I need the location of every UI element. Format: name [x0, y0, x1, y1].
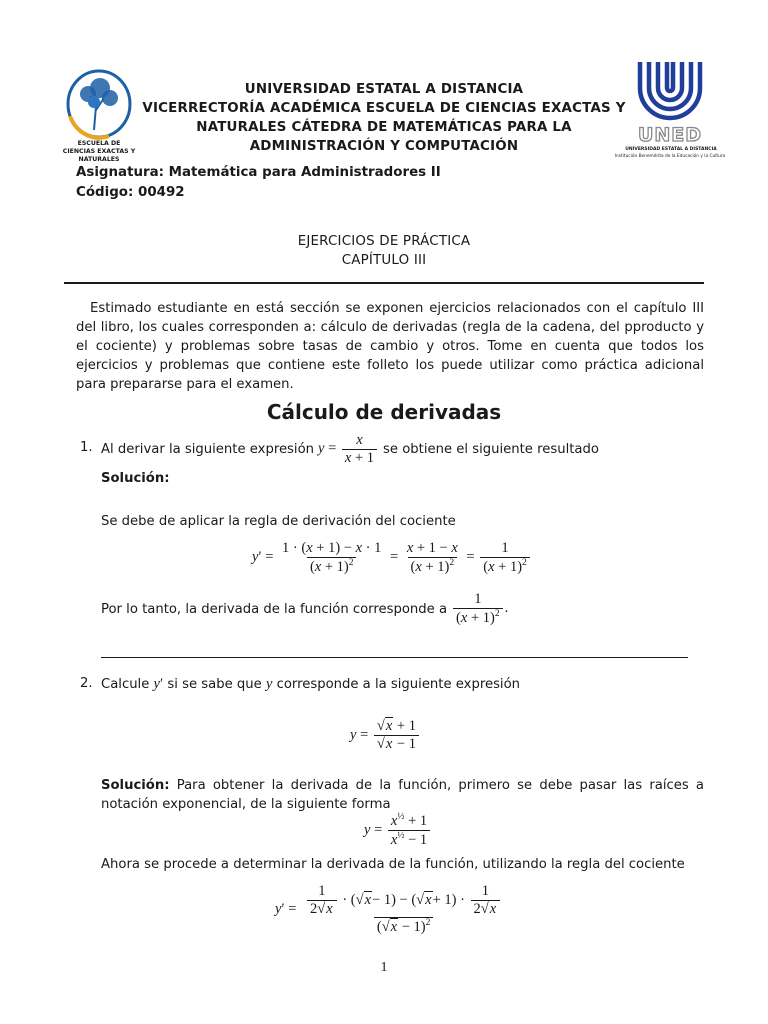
ex1-expr: y = $\frac{x}{x + 1}$: [318, 432, 379, 466]
uned-logo-text: UNED: [637, 124, 703, 146]
ex2-prompt: Calcule y′ si se sabe que y corresponde a la siguiente expresión: [101, 676, 521, 692]
ex1-prompt-b: se obtiene el siguiente resultado: [383, 441, 599, 457]
ex2-derivative: y ′ = $\frac{1}{2√x}$ · (√ x − 1) − (√ x + 1) · $\frac{1}{2√x}$ $(√x - 1)^2$: [275, 883, 507, 936]
ex2-solution-text: Para obtener la derivada de la función, primero se debe pasar las raíces a notación: [101, 778, 704, 812]
header-line-1: UNIVERSIDAD ESTATAL A DISTANCIA: [244, 82, 524, 97]
ex1-number: 1.: [80, 440, 93, 455]
ex2-step2: Ahora se procede a determinar la derivada de la función, utilizando la regla del cociente: [101, 857, 685, 872]
ex2-solution-label: Solución:: [101, 778, 170, 793]
ex1-prompt: [101, 431, 599, 467]
escuela-logo-text: ESCUELA DE CIENCIAS EXACTAS Y NATURALES: [62, 140, 136, 163]
ex2-number: 2.: [80, 676, 93, 691]
doc-title-line-1: EJERCICIOS DE PRÁCTICA: [297, 234, 471, 249]
uned-logo-sub1: UNIVERSIDAD ESTATAL A DISTANCIA: [625, 147, 717, 152]
ex1-prompt-a: Al derivar la siguiente expresión: [101, 441, 315, 457]
ex2-exponential-form: y = $\frac{x^{\frac{1}{2}} + 1}{x^{\frac{1}{2}} - 1}$: [364, 812, 432, 848]
ex2-prompt-b: si se sabe que: [167, 677, 262, 692]
codigo: Código: 00492: [76, 185, 185, 200]
ex1-result: $\frac{1}{(x + 1)^2}$ .: [451, 591, 508, 626]
page-number: 1: [380, 960, 388, 975]
section-title: Cálculo de derivadas: [266, 400, 502, 424]
ex2-solution-text2: exponencial, de la siguiente forma: [162, 797, 391, 812]
asignatura: Asignatura: Matemática para Administradores II: [76, 165, 441, 180]
header-line-2: VICERRECTORÍA ACADÉMICA ESCUELA DE CIENCIAS EXACTAS Y: [142, 101, 626, 116]
header-line-4: ADMINISTRACIÓN Y COMPUTACIÓN: [249, 139, 519, 154]
uned-logo-sub2: Institución Benemérita de la Educación y la Cultura: [614, 154, 726, 159]
uned-logo: [612, 58, 728, 166]
ex2-solution: [101, 776, 704, 814]
ex1-solution-label: Solución:: [101, 471, 170, 486]
ex1-step: Se debe de aplicar la regla de derivación del cociente: [101, 514, 456, 529]
intro-text: Estimado estudiante en está sección se exponen ejercicios relacionados con el capítulo III del libro, los cuales corresponden a: cálculo de derivadas (regla de la cadena, del pproducto y el cociente) y problemas sobre tasas de cambio y otros. Tome en cuenta que todos los ejercicios y problemas que contiene este folleto los puede utilizar como práctica adicional para prepararse para el examen.: [76, 301, 704, 392]
doc-title-line-2: CAPÍTULO III: [341, 253, 427, 268]
ex1-conclusion: Por lo tanto, la derivada de la función corresponde a: [101, 601, 448, 617]
ex2-prompt-a: Calcule: [101, 677, 150, 692]
ex2-prompt-c: corresponde a la siguiente expresión: [276, 677, 521, 692]
ex1-conclusion-row: [101, 590, 508, 628]
ex1-derivation: y ′ = $\frac{1 \cdot (x + 1) - x \cdot 1}{(x + 1)^2}$ = $\frac{x + 1 - x}{(x + 1)^2}$ = $\frac{1}{(x + 1)^2}$: [252, 540, 532, 575]
intro-paragraph: [76, 299, 704, 394]
exercise-divider: [101, 657, 688, 658]
title-divider: [64, 282, 704, 284]
ex2-expression: y = $\frac{√x + 1}{√x - 1}$: [350, 718, 421, 752]
header-line-3: NATURALES CÁTEDRA DE MATEMÁTICAS PARA LA: [196, 120, 572, 135]
